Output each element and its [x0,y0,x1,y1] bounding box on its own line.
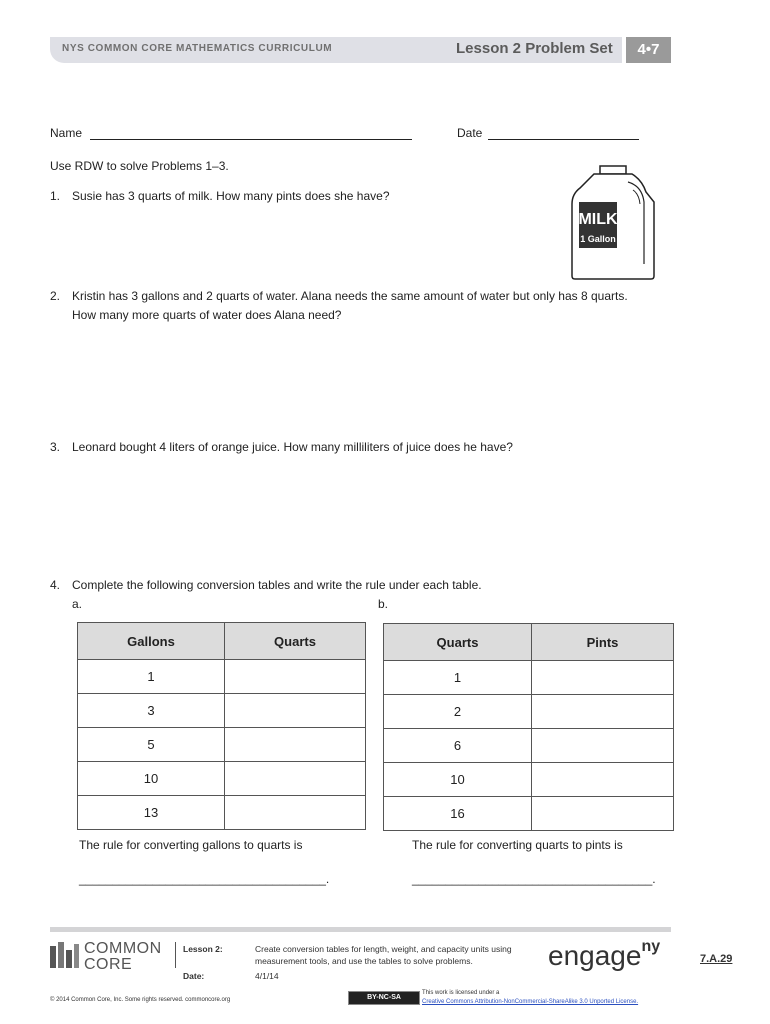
cc-license-badge: BY-NC-SA [348,991,420,1005]
common-core-logo-icon [50,942,80,968]
table-a-answer-cell[interactable] [225,796,366,830]
problem-1-number: 1. [50,189,61,203]
date-field[interactable] [488,139,639,140]
table-b-header-quarts: Quarts [384,624,532,661]
curriculum-title: NYS COMMON CORE MATHEMATICS CURRICULUM [62,43,333,54]
footer-lesson-desc-2: measurement tools, and use the tables to solve problems. [255,956,473,966]
license-text: This work is licensed under a [422,990,500,996]
table-row [384,797,674,831]
footer-copyright: © 2014 Common Core, Inc. Some rights reserved. commoncore.org [50,997,231,1003]
table-b-rule: The rule for converting quarts to pints is [412,838,623,852]
table-a-cell: 10 [78,762,225,796]
table-b-cell: 6 [384,729,532,763]
footer-date-label: Date: [183,971,205,981]
date-label: Date [457,126,483,140]
table-row [78,694,366,728]
table-b-rule-blank[interactable]: ____________________________________. [412,872,656,886]
table-row [78,762,366,796]
milk-jug-icon [570,160,660,280]
table-a-answer-cell[interactable] [225,660,366,694]
table-a-letter: a. [72,597,83,611]
footer-lesson-desc-1: Create conversion tables for length, weight, and capacity units using [255,944,512,954]
brand-name: engage [548,940,642,971]
license-link[interactable]: Creative Commons Attribution-NonCommercial-ShareAlike 3.0 Unported License. [422,999,639,1005]
table-row [384,695,674,729]
table-row [78,796,366,830]
table-a-rule: The rule for converting gallons to quarts is [79,838,303,852]
table-a-answer-cell[interactable] [225,728,366,762]
table-b-cell: 2 [384,695,532,729]
table-a-cell: 3 [78,694,225,728]
engageny-logo [548,937,661,972]
page-id: 7.A.29 [700,953,733,965]
table-a-cell: 1 [78,660,225,694]
problem-2-text-line2: How many more quarts of water does Alana need? [72,308,342,322]
table-b-answer-cell[interactable] [532,797,674,831]
grade-badge: 4•7 [626,37,671,63]
table-b-answer-cell[interactable] [532,729,674,763]
problem-2-number: 2. [50,289,61,303]
problem-3-number: 3. [50,440,61,454]
name-field[interactable] [90,139,412,140]
table-a-header-gallons: Gallons [78,623,225,660]
instructions: Use RDW to solve Problems 1–3. [50,159,229,173]
problem-4-text: Complete the following conversion tables and write the rule under each table. [72,578,482,592]
table-a-cell: 13 [78,796,225,830]
table-row [384,661,674,695]
footer-divider [175,942,176,968]
milk-label-bottom: 1 Gallon [580,234,616,244]
footer-lesson-label: Lesson 2: [183,944,223,954]
table-b-letter: b. [378,597,389,611]
problem-1-text: Susie has 3 quarts of milk. How many pints does she have? [72,189,390,203]
table-b-cell: 10 [384,763,532,797]
problem-4-number: 4. [50,578,61,592]
table-a-answer-cell[interactable] [225,694,366,728]
table-b-cell: 16 [384,797,532,831]
table-b [383,623,674,831]
table-a-answer-cell[interactable] [225,762,366,796]
table-a-rule-blank[interactable]: _____________________________________. [79,872,330,886]
brand-sup: ny [641,937,661,955]
footer-rule [50,927,671,932]
table-a-cell: 5 [78,728,225,762]
table-b-answer-cell[interactable] [532,661,674,695]
table-row [78,728,366,762]
table-b-answer-cell[interactable] [532,695,674,729]
table-b-header-pints: Pints [532,624,674,661]
name-label: Name [50,126,83,140]
problem-3-text: Leonard bought 4 liters of orange juice. How many milliliters of juice does he have? [72,440,513,454]
problem-2-text-line1: Kristin has 3 gallons and 2 quarts of water. Alana needs the same amount of water but only has 8 quarts. [72,289,628,303]
logo-text-core: CORE [84,956,133,973]
table-b-answer-cell[interactable] [532,763,674,797]
footer-date-value: 4/1/14 [255,971,279,981]
table-row [384,729,674,763]
table-b-cell: 1 [384,661,532,695]
table-a-header-quarts: Quarts [225,623,366,660]
table-row [384,763,674,797]
table-a [77,622,366,830]
milk-label-top: MILK [578,211,618,228]
lesson-title: Lesson 2 Problem Set [456,40,613,57]
table-row [78,660,366,694]
logo-text-common: COMMON [84,940,162,957]
